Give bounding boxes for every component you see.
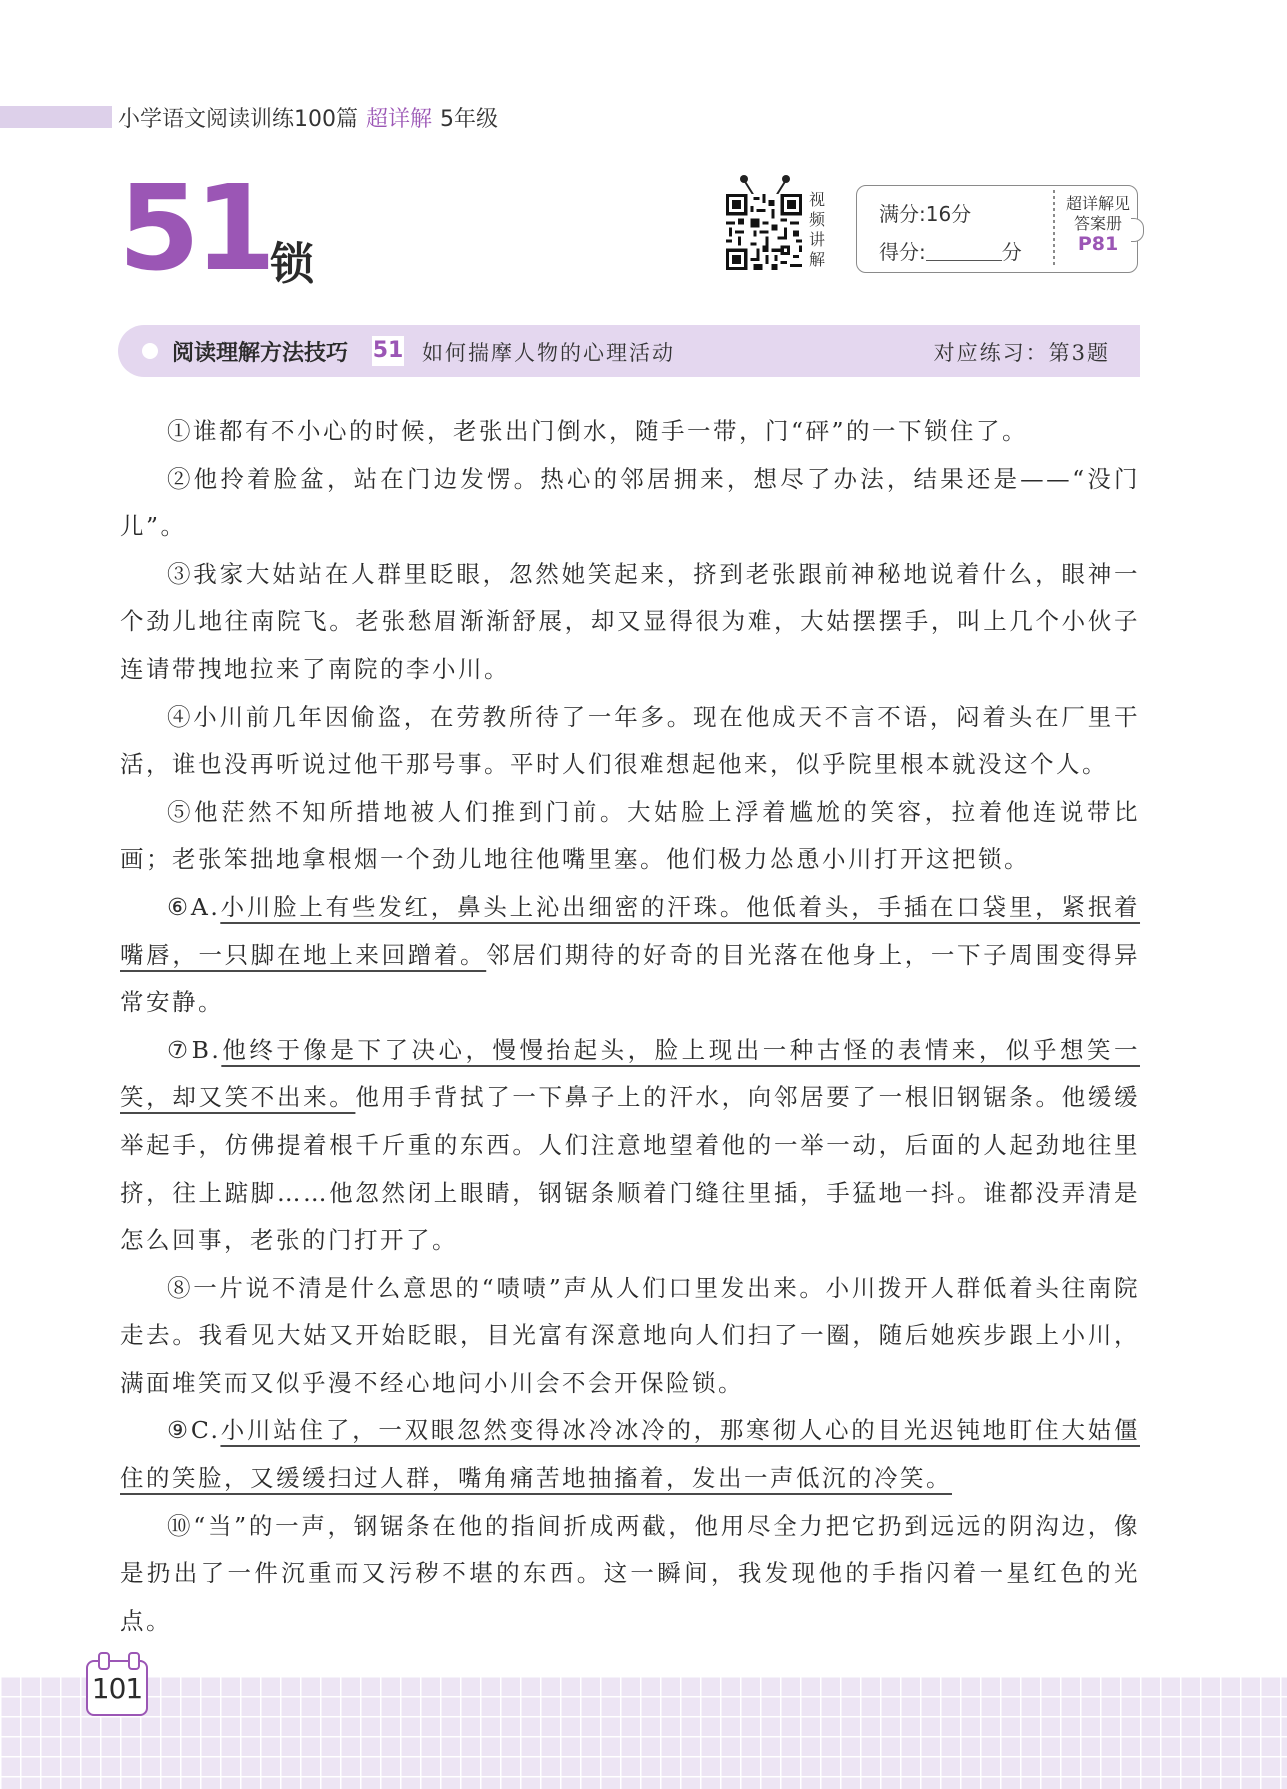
method-label: 阅读理解方法技巧 [172, 341, 349, 366]
banner-dot-icon [142, 343, 158, 359]
paragraph-7 [120, 1027, 1140, 1265]
paragraph-9 [120, 1407, 1140, 1502]
paragraph-6 [120, 884, 1140, 1027]
score-obtained [879, 236, 1022, 265]
page-number: 101 [91, 1672, 143, 1705]
score-divider [1053, 190, 1055, 268]
article-body [120, 408, 1140, 1645]
grade-label: 5年级 [440, 107, 499, 132]
score-got-label: 得分: [879, 240, 926, 264]
score-box-tab [1131, 218, 1144, 242]
paragraph-5: ⑤他茫然不知所措地被人们推到门前。大姑脸上浮着尴尬的笑容，拉着他连说带比画；老张笨拙地拿根烟一个劲儿地往他嘴里塞。他们极力怂恿小川打开这把锁。 [120, 797, 1140, 874]
underlined-sentence-a: 小川脸上有些发红，鼻头上沁出细密的汗珠。他低着头，手插在口袋里，紧抿着嘴唇，一只脚在地上来回蹭着。 [120, 892, 1141, 969]
paragraph-7-rest: 他用手背拭了一下鼻子上的汗水，向邻居要了一根旧钢锯条。他缓缓举起手，仿佛提着根千斤重的东西。人们注意地望着他的一举一动，后面的人起劲地往里挤，往上踮脚……他忽然闭上眼睛，钢锯条顺着门缝往里插，手猛地一抖。谁都没弄清是怎么回事，老张的门打开了。 [120, 1083, 1140, 1255]
series-title: 小学语文阅读训练100篇 [118, 107, 358, 132]
practice-reference: 对应练习：第3题 [933, 341, 1110, 365]
marker-c: ⑨C. [167, 1416, 221, 1445]
answer-page: P81 [1077, 233, 1119, 255]
method-number: 51 [372, 336, 404, 366]
qr-code-icon[interactable] [726, 194, 802, 270]
score-blank[interactable] [926, 242, 1002, 261]
footer-grid-background [0, 1676, 1287, 1789]
paragraph-8: ⑧一片说不清是什么意思的“啧啧”声从人们口里发出来。小川拨开人群低着头往南院走去。我看见大姑又开始眨眼，目光富有深意地向人们扫了一圈，随后她疾步跟上小川，满面堆笑而又似乎漫不经心地问小川会不会开保险锁。 [120, 1273, 1140, 1397]
lesson-number: 51 [118, 159, 271, 297]
lesson-title: 锁 [270, 239, 314, 290]
paragraph-6-rest: 邻居们期待的好奇的目光落在他身上，一下子周围变得异常安静。 [120, 940, 1141, 1017]
calendar-ring-icon [128, 1652, 140, 1670]
paragraph-3: ③我家大姑站在人群里眨眼，忽然她笑起来，挤到老张跟前神秘地说着什么，眼神一个劲儿地往南院飞。老张愁眉渐渐舒展，却又显得很为难，大姑摆摆手，叫上几个小伙子连请带拽地拉来了南院的李小川。 [120, 559, 1140, 683]
method-topic: 如何揣摩人物的心理活动 [422, 341, 675, 365]
answer-reference [1061, 194, 1135, 254]
paragraph-10: ⑩“当”的一声，钢锯条在他的指间折成两截，他用尽全力把它扔到远远的阴沟边，像是扔出了一件沉重而又污秽不堪的东西。这一瞬间，我发现他的手指闪着一星红色的光点。 [120, 1511, 1140, 1635]
header-color-strip [0, 106, 112, 128]
underlined-sentence-c: 小川站住了，一双眼忽然变得冰冷冰冷的，那寒彻人心的目光迟钝地盯住大姑僵住的笑脸，又缓缓扫过人群，嘴角痛苦地抽搐着，发出一声低沉的冷笑。 [120, 1416, 1140, 1493]
score-got-unit: 分 [1001, 240, 1022, 264]
full-score: 满分:16分 [879, 202, 972, 226]
video-label-char: 频 [808, 210, 825, 229]
marker-a: ⑥A. [167, 892, 221, 921]
video-label-char: 视 [808, 190, 825, 209]
video-lecture-label [806, 190, 828, 270]
paragraph-4: ④小川前几年因偷盗，在劳教所待了一年多。现在他成天不言不语，闷着头在厂里干活，谁也没再听说过他干那号事。平时人们很难想起他来，似乎院里根本就没这个人。 [120, 702, 1140, 779]
paragraph-1: ①谁都有不小心的时候，老张出门倒水，随手一带，门“砰”的一下锁住了。 [167, 417, 1029, 445]
method-banner [118, 325, 1140, 377]
series-accent: 超详解 [366, 107, 433, 132]
paragraph-2: ②他拎着脸盆，站在门边发愣。热心的邻居拥来，想尽了办法，结果还是——“没门儿”。 [120, 464, 1140, 541]
video-label-char: 解 [808, 250, 825, 269]
series-header [118, 102, 498, 133]
video-label-char: 讲 [808, 230, 825, 249]
answer-ref-line2: 答案册 [1073, 214, 1122, 233]
calendar-ring-icon [98, 1652, 110, 1670]
marker-b: ⑦B. [167, 1035, 222, 1064]
underlined-sentence-b: 他终于像是下了决心，慢慢抬起头，脸上现出一种古怪的表情来，似乎想笑一笑，却又笑不出来。 [120, 1035, 1140, 1112]
answer-ref-line1: 超详解见 [1065, 194, 1130, 213]
page-number-box [86, 1660, 148, 1716]
score-box [856, 185, 1138, 273]
